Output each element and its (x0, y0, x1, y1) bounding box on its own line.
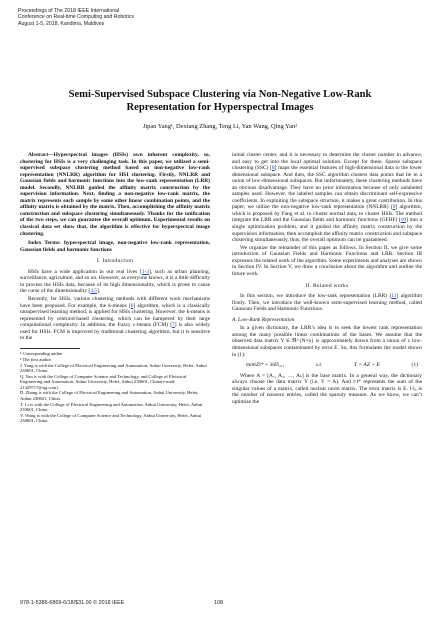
conference-header-line: Conference on Real-time Computing and Robotics (18, 14, 134, 21)
equation-constraint: Y = AZ + E (353, 362, 380, 369)
citation-link[interactable]: 6 (130, 302, 134, 309)
lrr-paragraph: Where A = [A₁, A₂, …, Aₖ] is the base matrix. In a general way, the dictionary always choose the data matrix Y (i.e. Y = A). And ‖·‖* represents the sum of the singular values of a matrix, called nuclear norm matrix. The error matrix is E. ‖·‖₀ is the number of nonzero entries, called the sparsity measure. As we know, we can’t optimize the (232, 372, 422, 405)
footnotes (20, 351, 210, 424)
index-terms (20, 240, 210, 253)
equation-1 (246, 362, 418, 369)
footnote: Q. Yan is with the College of Computer Science and Technology, and College of Electrical Engineering and Automation, Anhui University, Hefei, Anhui 230601, China(e-mail: 21429717@qq.com). (20, 373, 187, 390)
equation-subject-to: s.t. (315, 362, 323, 369)
author-list: Jipan Yang¹, Dexiang Zhang, Teng Li, Yan Wang, Qing Yan² (142, 123, 298, 130)
abstract (20, 152, 210, 237)
intro-paragraph: We organize the remainder of this paper as follows. In Section II, we give some introduction of Gaussian Fields and Harmonic Functions and LRR. Section III expresses the related work of the algorithm. Some experiments and analyses are shown in Section IV. In Section V, we draw a conclusion about the algorithm and outline the future work. (232, 244, 422, 278)
citation-link[interactable]: 7 (172, 322, 175, 329)
conference-header (18, 8, 134, 27)
index-terms-label: Index Terms: (28, 240, 61, 247)
footnote: J. Yang is with the College of Electrical Engineering and Automation, Anhui University, Hefei, Anhui 230601, China. (20, 362, 207, 373)
related-paragraph: In this section, we introduce the low-rank representation (LRR) [11] algorithm firstly. Then, we introduce the well-known semi-supervised learning method, called Gaussian Fields and Harmonic Functions. (232, 293, 422, 313)
citation-link[interactable]: 10 (400, 217, 407, 224)
intro-paragraph: HSIs have a wide application in our real lives [1-3], such as urban planning, surveillance, agriculture, and so on. However, as everyone knows, it is a little difficulty to process the HSIs data, because of its high dimensionality, which is prone to cause the curse of the dimensionality [4,5]. (20, 268, 210, 295)
citation-link[interactable]: 8 (271, 165, 275, 172)
footnote: ¹ Corresponding author (20, 350, 63, 356)
intro-paragraph: Recently, for HSIs, various clustering methods with different work mechanisms have been proposed. For example, the k-means [6] algorithm, which is a classically unsupervised learning method, is applied for HSIs clustering. However, the k-means is represented by centroid-based clustering, which can be hampered by their large computational complexity. In addition, the Fuzzy c-means (FCM) [7] is also widely used for HSIs. FCM is improved by traditional clustering algorithm, but it is sensitive to the (20, 296, 210, 342)
footnote: D. Zhang is with the College of Electrical Engineering and Automation, Anhui University, Hefei, Anhui 230601, China. (20, 390, 199, 401)
footnote: T. Li is with the College of Electrical Engineering and Automation, Anhui University, Hefei, Anhui 230601, China. (20, 401, 203, 412)
section-heading-related-works: II. Related works (305, 282, 349, 289)
footnote: ² The first author. (20, 356, 52, 362)
footnote-divider (20, 348, 80, 349)
equation-objective: min‖Z‖* + λ‖E‖₂,₁ (246, 362, 285, 369)
index-terms-text: hyperspectral image, non-negative low-rank representation, Gaussian fields and harmonic functions (20, 240, 211, 253)
equation-number: (1) (411, 362, 418, 369)
conference-header-line: Proceedings of The 2018 IEEE International (18, 8, 120, 14)
paper-title-line: Representation for Hyperspectral Images (126, 102, 314, 113)
abstract-text: —Hyperspectral images (HSIs) own inherent complexity, so, clustering for HSIs is a very challenging task. In this paper, we utilized a semi-supervised subspace clustering method based on non-negative low-rank representation (NNLRR) algorithm for HSI clustering. Firstly, NNLRR and Gaussian fields and harmonic functions into the low-rank representation (LRR) model. Secondly, NNLRR guided the affinity matrix construction by the supervision information. Next, finding a non-negative low-rank matrix, the matrix represents each sample by some other linear combination points, and the affinity matrix is obtained by the matrix. Then, accomplishing the affinity matrix construction and subspace clustering simultaneously. Thanks for the unification of the two steps, we can guarantee the overall optimum. Experimental results on classical data set show that, the algorithm is effective for hyperspectral image clustering. (20, 152, 210, 237)
citation-link[interactable]: 11 (391, 293, 397, 300)
paper-title (20, 88, 420, 114)
left-column (20, 152, 210, 424)
intro-paragraph: initial cluster center, and it is necessary to determine the cluster number in advance, and easy to get into the local optimal solution. Except for these, Sparse subspace clustering (SSC) [8] maps the essential features of high-dimensional data to the lower dimensional subspace. And then, the SSC algorithm clusters data points that lie in a union of low-dimensional subspaces. But unfortunately, these clustering methods have an obvious disadvantage. They have no prior information because of only unlabeled samples used. However, the labeled samples can obtain discriminant self-expressive coefficients. In exploiting the subspace structure, it makes a great contribution. In this paper, we utilize the non-negative low-rank representation (NNLRR) [9] algorithm, which is proposed by Fang et al. to cluster normal data, to cluster HSIs. The method integrate the LRR and the Gaussian fields and harmonic functions (GFHF) [10] into a single optimization problem, and it guided the affinity matrix construction by the supervision information, then accomplish the affinity matrix construction and subspace clustering simultaneously, thus, the overall optimum can be guaranteed. (232, 152, 423, 244)
conference-header-line: August 1-5, 2018, Kandima, Maldives (18, 20, 105, 27)
paper-title-line: Semi-Supervised Subspace Clustering via Non-Negative Low-Rank (68, 89, 372, 100)
subsection-heading-low-rank: A. Low-Rank Representation (232, 316, 295, 323)
lrr-paragraph: In a given dictionary, the LRR’s idea is to seek the lowest rank representation among the many possible linear combinations of the bases. We assume that the observed data matrix Y ∈ ℜ^{N×n} is approximately drawn from a union of c low-dimensional subspaces contaminated by error E. So, this formulates the model shown in (1): (232, 325, 422, 358)
footnote: Y. Wang is with the College of Computer Science and Technology, Anhui University, Hefei, Anhui 230601, China. (20, 412, 202, 424)
section-heading-introduction: I. Introduction (96, 258, 134, 265)
citation-link[interactable]: 4,5 (90, 288, 98, 295)
page-number: 108 (214, 600, 223, 606)
citation-link[interactable]: 9 (392, 204, 396, 211)
citation-link[interactable]: 1-3 (141, 268, 149, 275)
right-column (232, 152, 422, 407)
isbn-copyright: 978-1-5386-6869-6/18/$31.00 © 2018 IEEE (20, 600, 125, 606)
abstract-label: Abstract (28, 152, 49, 158)
